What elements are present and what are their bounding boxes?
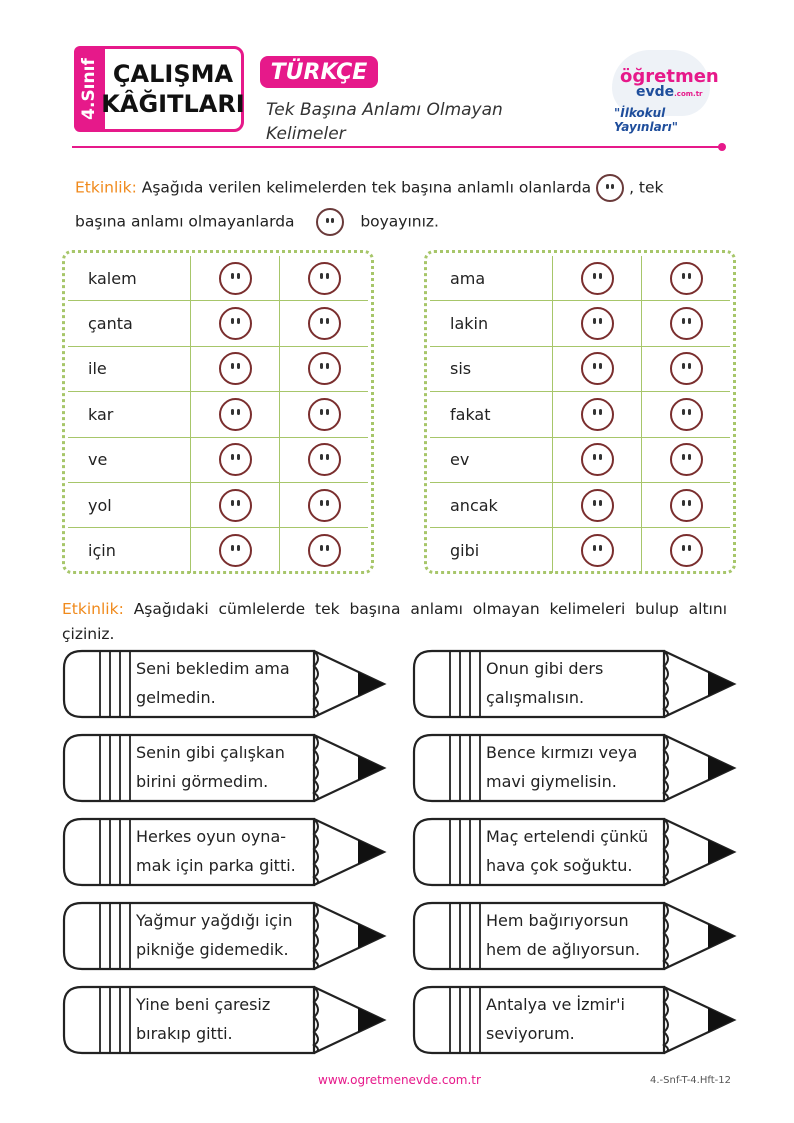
sad-face-icon[interactable] <box>308 489 341 522</box>
sad-face-icon[interactable] <box>308 443 341 476</box>
activity-2-text: Aşağıdaki cümlelerde tek başına anlamı olmayan kelimeleri bulup altını çiziniz. <box>62 600 727 643</box>
activity-1-instructions <box>75 174 725 236</box>
sentence-text <box>136 990 311 1048</box>
happy-face-icon[interactable] <box>219 398 252 431</box>
sentence-line-1: Onun gibi ders <box>486 659 604 678</box>
happy-face-icon[interactable] <box>581 307 614 340</box>
happy-face-icon[interactable] <box>581 262 614 295</box>
table-row <box>430 256 730 301</box>
word-label: sis <box>450 359 472 379</box>
happy-face-icon[interactable] <box>581 489 614 522</box>
sentence-line-2: pikniğe gidemedik. <box>136 940 289 959</box>
activity-2-label: Etkinlik: <box>62 600 124 618</box>
topic-line-2: Kelimeler <box>266 124 346 144</box>
table-row <box>430 346 730 391</box>
word-label: kalem <box>88 268 137 288</box>
sad-face-icon[interactable] <box>308 398 341 431</box>
sentence-line-1: Maç ertelendi çünkü <box>486 827 649 846</box>
word-label: lakin <box>450 314 489 334</box>
sad-face-icon[interactable] <box>308 352 341 385</box>
sad-face-cell <box>280 256 368 301</box>
table-row <box>68 392 368 437</box>
happy-face-icon[interactable] <box>219 352 252 385</box>
header-divider <box>72 146 722 148</box>
word-cell <box>430 301 553 346</box>
sad-face-cell <box>642 437 730 482</box>
sentence-line-2: çalışmalısın. <box>486 688 585 707</box>
sentence-line-1: Senin gibi çalışkan <box>136 743 285 762</box>
happy-face-cell <box>553 437 642 482</box>
happy-face-icon[interactable] <box>581 352 614 385</box>
happy-face-cell <box>191 482 280 527</box>
pencil-sentence[interactable] <box>58 984 388 1056</box>
sentence-text <box>486 906 661 964</box>
happy-face-icon[interactable] <box>581 443 614 476</box>
happy-face-icon[interactable] <box>581 398 614 431</box>
word-cell <box>68 482 191 527</box>
word-label: kar <box>88 404 114 424</box>
table-row <box>68 437 368 482</box>
sad-face-cell <box>642 392 730 437</box>
sad-face-cell <box>642 482 730 527</box>
word-cell <box>68 437 191 482</box>
sad-face-icon[interactable] <box>670 443 703 476</box>
logo-text-1: öğretmen <box>620 66 719 87</box>
sad-face-cell <box>280 437 368 482</box>
happy-face-cell <box>191 437 280 482</box>
word-label: ama <box>450 268 486 288</box>
pencil-sentence[interactable] <box>408 816 738 888</box>
sentence-line-2: hem de ağlıyorsun. <box>486 940 641 959</box>
word-cell <box>68 256 191 301</box>
pencil-sentence[interactable] <box>408 732 738 804</box>
happy-face-cell <box>553 482 642 527</box>
logo-text-2 <box>636 84 703 100</box>
logo-tagline: "İlkokul Yayınları" <box>614 106 678 134</box>
table-row <box>68 346 368 391</box>
word-label: ev <box>450 450 470 470</box>
happy-face-cell <box>191 528 280 573</box>
sad-face-cell <box>280 346 368 391</box>
word-cell <box>68 346 191 391</box>
word-label: çanta <box>88 314 133 334</box>
sentence-line-1: Seni bekledim ama <box>136 659 290 678</box>
happy-face-cell <box>553 392 642 437</box>
sad-face-cell <box>642 256 730 301</box>
table-row <box>430 482 730 527</box>
sentence-line-1: Yağmur yağdığı için <box>136 911 293 930</box>
happy-face-cell <box>191 256 280 301</box>
sentence-line-1: Hem bağırıyorsun <box>486 911 629 930</box>
happy-face-icon[interactable] <box>219 262 252 295</box>
grade-label: 4.Sınıf <box>79 58 99 120</box>
sentence-line-1: Yine beni çaresiz <box>136 995 271 1014</box>
happy-face-icon <box>596 174 624 202</box>
sad-face-cell <box>642 528 730 573</box>
table-row <box>68 301 368 346</box>
word-cell <box>430 256 553 301</box>
sad-face-icon[interactable] <box>670 398 703 431</box>
sad-face-cell <box>280 482 368 527</box>
happy-face-icon[interactable] <box>581 534 614 567</box>
pencil-sentence[interactable] <box>58 816 388 888</box>
sad-face-icon[interactable] <box>670 489 703 522</box>
word-cell <box>430 528 553 573</box>
word-table-right <box>424 250 736 574</box>
sad-face-icon[interactable] <box>308 534 341 567</box>
footer-url[interactable]: www.ogretmenevde.com.tr <box>318 1073 481 1087</box>
sad-face-icon[interactable] <box>670 262 703 295</box>
sad-face-icon[interactable] <box>670 307 703 340</box>
sad-face-icon[interactable] <box>308 262 341 295</box>
happy-face-cell <box>553 301 642 346</box>
sentence-text <box>136 822 311 880</box>
word-cell <box>68 392 191 437</box>
logo-word: evde <box>636 84 675 100</box>
instr-text-1: Aşağıda verilen kelimelerden tek başına anlamlı olanlarda <box>141 178 592 197</box>
happy-face-cell <box>191 392 280 437</box>
table-row <box>68 482 368 527</box>
word-label: ile <box>88 359 107 379</box>
sentence-line-1: Antalya ve İzmir'i <box>486 995 625 1014</box>
word-label: ancak <box>450 495 498 515</box>
word-label: gibi <box>450 541 480 561</box>
happy-face-cell <box>191 346 280 391</box>
sentence-text <box>136 906 311 964</box>
activity-2-instructions <box>62 597 727 647</box>
title-line-2: KÂĞITLARI <box>101 90 245 118</box>
activity-1-label: Etkinlik: <box>75 178 137 197</box>
sentence-text <box>486 822 661 880</box>
sad-face-cell <box>280 528 368 573</box>
happy-face-cell <box>553 346 642 391</box>
topic-line-1: Tek Başına Anlamı Olmayan <box>266 100 503 120</box>
word-cell <box>430 392 553 437</box>
word-label: yol <box>88 495 112 515</box>
sad-face-icon <box>316 208 344 236</box>
sentence-text <box>136 738 311 796</box>
instr-text-3: başına anlamı olmayanlarda <box>75 212 295 231</box>
pencil-sentence[interactable] <box>58 732 388 804</box>
sentence-text <box>136 654 311 712</box>
table-row <box>430 528 730 573</box>
worksheet-title <box>102 46 244 132</box>
word-label: fakat <box>450 404 491 424</box>
sentence-line-2: hava çok soğuktu. <box>486 856 633 875</box>
happy-face-icon[interactable] <box>219 307 252 340</box>
word-label: ve <box>88 450 108 470</box>
sentence-line-1: Herkes oyun oyna- <box>136 827 287 846</box>
pencil-sentence[interactable] <box>58 648 388 720</box>
happy-face-cell <box>191 301 280 346</box>
happy-face-cell <box>553 528 642 573</box>
sentence-line-2: mavi giymelisin. <box>486 772 617 791</box>
table-row <box>430 301 730 346</box>
table-row <box>430 392 730 437</box>
word-cell <box>68 301 191 346</box>
subject-badge: TÜRKÇE <box>260 56 378 88</box>
sad-face-cell <box>642 301 730 346</box>
sad-face-icon[interactable] <box>308 307 341 340</box>
word-cell <box>430 482 553 527</box>
happy-face-cell <box>553 256 642 301</box>
word-cell <box>68 528 191 573</box>
publisher-logo <box>606 40 719 134</box>
sad-face-cell <box>280 301 368 346</box>
footer-code: 4.-Snf-T-4.Hft-12 <box>650 1075 731 1086</box>
word-label: için <box>88 541 116 561</box>
instr-text-4: boyayınız. <box>360 212 439 231</box>
sentence-line-1: Bence kırmızı veya <box>486 743 638 762</box>
sad-face-cell <box>280 392 368 437</box>
sentence-line-2: birini görmedim. <box>136 772 269 791</box>
sentence-line-2: bırakıp gitti. <box>136 1024 233 1043</box>
sentence-line-2: gelmedin. <box>136 688 216 707</box>
sentence-text <box>486 654 661 712</box>
sad-face-icon[interactable] <box>670 534 703 567</box>
grade-tab <box>74 46 104 132</box>
sentence-line-2: mak için parka gitti. <box>136 856 296 875</box>
happy-face-icon[interactable] <box>219 489 252 522</box>
pencil-sentence[interactable] <box>58 900 388 972</box>
word-table-left <box>62 250 374 574</box>
word-cell <box>430 437 553 482</box>
sad-face-icon[interactable] <box>670 352 703 385</box>
logo-domain: .com.tr <box>674 90 703 98</box>
topic-title <box>266 98 586 146</box>
pencil-sentence[interactable] <box>408 984 738 1056</box>
table-row <box>68 528 368 573</box>
sentence-line-2: seviyorum. <box>486 1024 575 1043</box>
sad-face-cell <box>642 346 730 391</box>
sentence-text <box>486 990 661 1048</box>
happy-face-icon[interactable] <box>219 534 252 567</box>
table-row <box>68 256 368 301</box>
pencil-sentence[interactable] <box>408 900 738 972</box>
pencil-sentence[interactable] <box>408 648 738 720</box>
table-row <box>430 437 730 482</box>
happy-face-icon[interactable] <box>219 443 252 476</box>
word-cell <box>430 346 553 391</box>
sentence-text <box>486 738 661 796</box>
instr-text-2: , tek <box>629 178 664 197</box>
title-line-1: ÇALIŞMA <box>112 60 234 88</box>
